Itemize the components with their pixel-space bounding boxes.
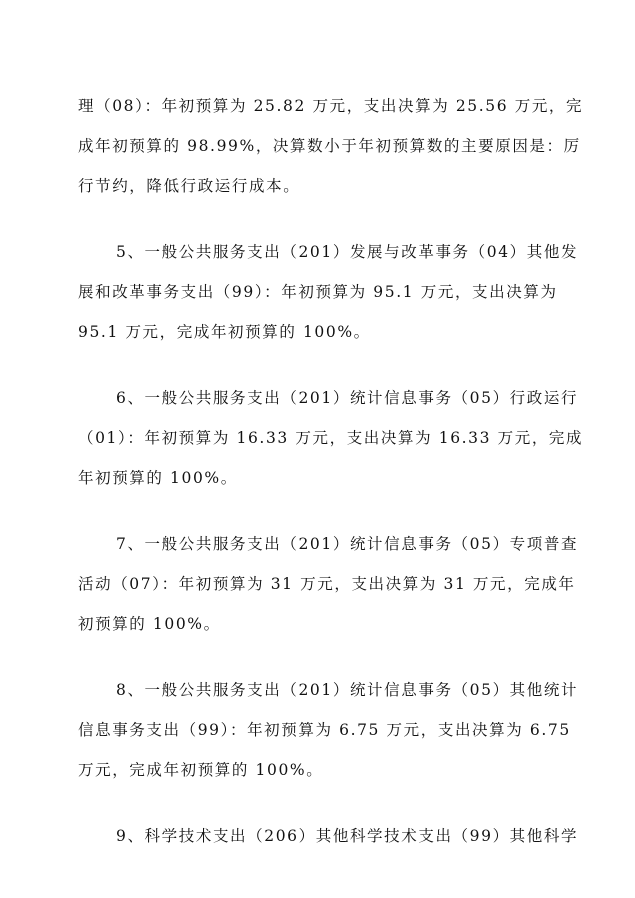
paragraph-2-line-2: 展和改革事务支出（99）：年初预算为 95.1 万元，支出决算为 xyxy=(78,283,558,301)
paragraph-2-line-3: 95.1 万元，完成年初预算的 100%。 xyxy=(78,323,371,341)
paragraph-2-line-1: 5、一般公共服务支出（201）发展与改革事务（04）其他发 xyxy=(116,243,579,261)
paragraph-5-line-3: 万元，完成年初预算的 100%。 xyxy=(78,761,324,779)
document-body xyxy=(78,86,584,856)
paragraph-4-line-1: 7、一般公共服务支出（201）统计信息事务（05）专项普查 xyxy=(116,535,579,553)
paragraph-1-line-3: 行节约，降低行政运行成本。 xyxy=(78,177,301,195)
paragraph-4-line-3: 初预算的 100%。 xyxy=(78,615,221,633)
paragraph-3-line-1: 6、一般公共服务支出（201）统计信息事务（05）行政运行 xyxy=(116,389,579,407)
paragraph-4-line-2: 活动（07）：年初预算为 31 万元，支出决算为 31 万元，完成年 xyxy=(78,575,576,593)
paragraph-3-line-3: 年初预算的 100%。 xyxy=(78,469,238,487)
paragraph-1-line-2: 成年初预算的 98.99%，决算数小于年初预算数的主要原因是：厉 xyxy=(78,137,581,155)
paragraph-5-line-1: 8、一般公共服务支出（201）统计信息事务（05）其他统计 xyxy=(116,681,579,699)
paragraph-3-line-2: （01）：年初预算为 16.33 万元，支出决算为 16.33 万元，完成 xyxy=(78,429,584,447)
paragraph-5-line-2: 信息事务支出（99）：年初预算为 6.75 万元，支出决算为 6.75 xyxy=(78,721,571,739)
paragraph-1-line-1: 理（08）：年初预算为 25.82 万元，支出决算为 25.56 万元，完 xyxy=(78,97,584,115)
paragraph-6-line-1: 9、科学技术支出（206）其他科学技术支出（99）其他科学 xyxy=(116,827,579,845)
